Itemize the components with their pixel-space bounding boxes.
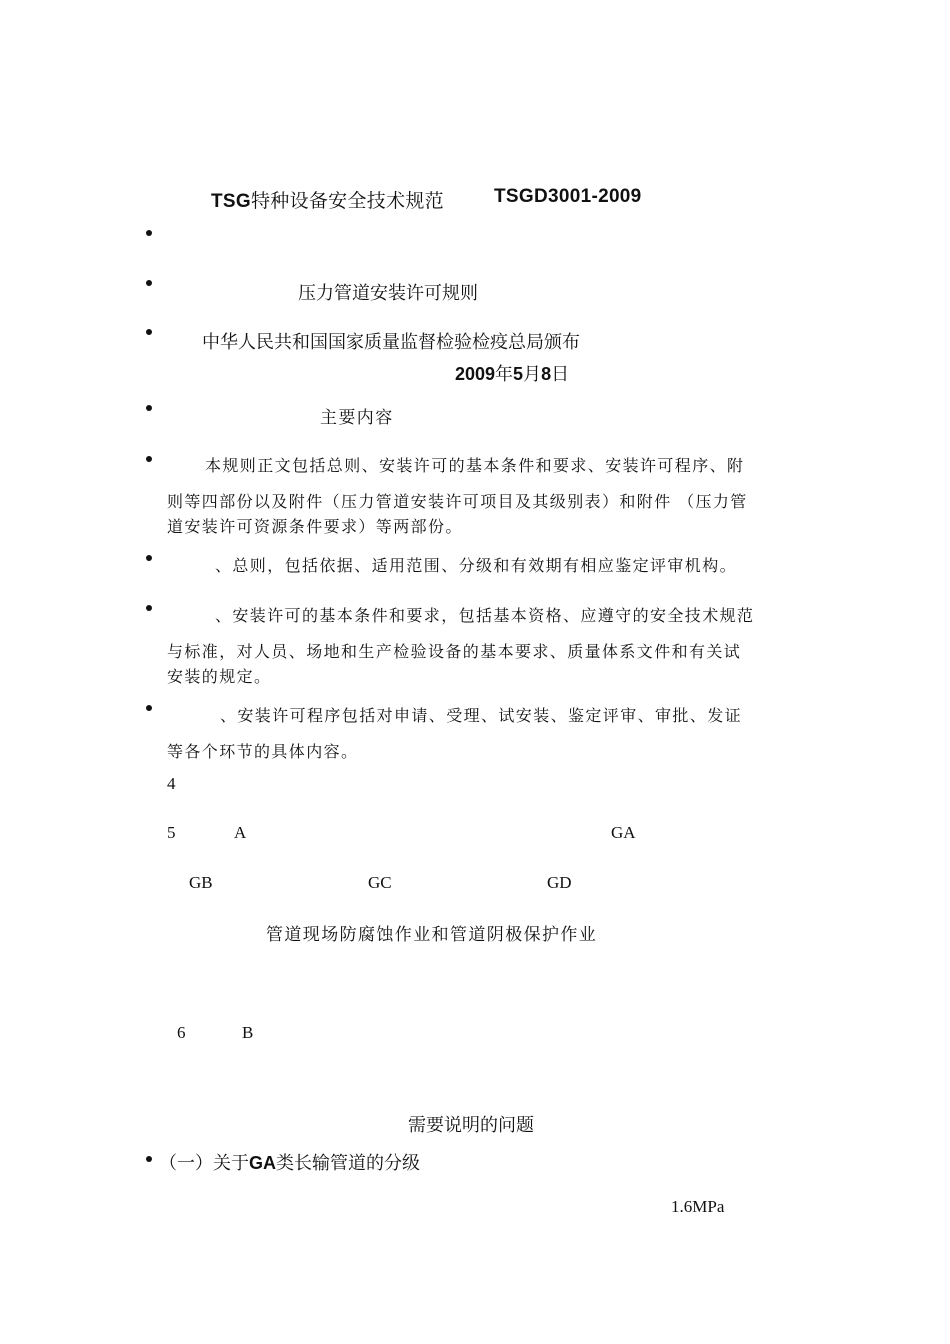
ga-section-suffix: 类长输管道的分级 [276,1153,420,1174]
conditions-line-1: 、安装许可的基本条件和要求，包括基本资格、应遵守的安全技术规范 [215,606,755,625]
item-number-4: 4 [167,774,176,793]
date-month: 5 [513,364,524,384]
category-ga: GA [611,823,636,842]
issuer-line: 中华人民共和国国家质量监督检验检疫总局颁布 [202,332,580,353]
date-year: 2009 [455,364,496,384]
intro-line-1: 本规则正文包括总则、安装许可的基本条件和要求、安装许可程序、附 [205,456,745,475]
bullet-dot [146,280,152,286]
pressure-value: 1.6MPa [671,1197,725,1216]
grade-a: A [234,823,247,842]
conditions-line-3: 安装的规定。 [167,667,272,686]
conditions-line-2: 与标准，对人员、场地和生产检验设备的基本要求、质量体系文件和有关试 [167,642,742,661]
date-year-unit: 年 [495,364,514,385]
date-day-unit: 日 [551,364,570,385]
bullet-dot [146,705,152,711]
spec-code [494,186,642,208]
main-content-heading: 主要内容 [320,408,394,428]
ga-section-heading [159,1149,420,1175]
item-number-6: 6 [177,1023,186,1042]
bullet-dot [146,329,152,335]
grade-b: B [242,1023,254,1042]
bullet-dot [146,555,152,561]
item-number-5: 5 [167,823,176,842]
issues-heading: 需要说明的问题 [408,1115,534,1136]
bullet-dot [146,456,152,462]
ga-section-bold: GA [249,1153,276,1173]
bullet-dot [146,1156,152,1162]
category-gb: GB [189,873,213,892]
bullet-dot [146,405,152,411]
intro-line-3: 道安装许可资源条件要求）等两部份。 [167,517,463,536]
spec-code-text: TSGD3001-2009 [494,186,642,207]
bullet-dot [146,605,152,611]
category-gc: GC [368,873,392,892]
category-gd: GD [547,873,572,892]
document-title: 压力管道安装许可规则 [298,283,478,304]
anticorrosion-line: 管道现场防腐蚀作业和管道阴极保护作业 [266,925,598,945]
date-day: 8 [541,364,552,384]
general-line: 、总则，包括依据、适用范围、分级和有效期有相应鉴定评审机构。 [215,556,738,575]
issue-date [455,360,569,386]
procedure-line-1: 、安装许可程序包括对申请、受理、试安装、鉴定评审、审批、发证 [220,706,743,725]
ga-section-prefix: （一）关于 [159,1153,249,1174]
date-month-unit: 月 [523,364,542,385]
spec-title: 特种设备安全技术规范 [250,191,444,212]
bullet-dot [146,230,152,236]
intro-line-2: 则等四部份以及附件（压力管道安装许可项目及其级别表）和附件 （压力管 [167,492,748,511]
spec-header [211,186,444,213]
spec-prefix: TSG [211,191,251,212]
procedure-line-2: 等各个环节的具体内容。 [167,742,359,761]
